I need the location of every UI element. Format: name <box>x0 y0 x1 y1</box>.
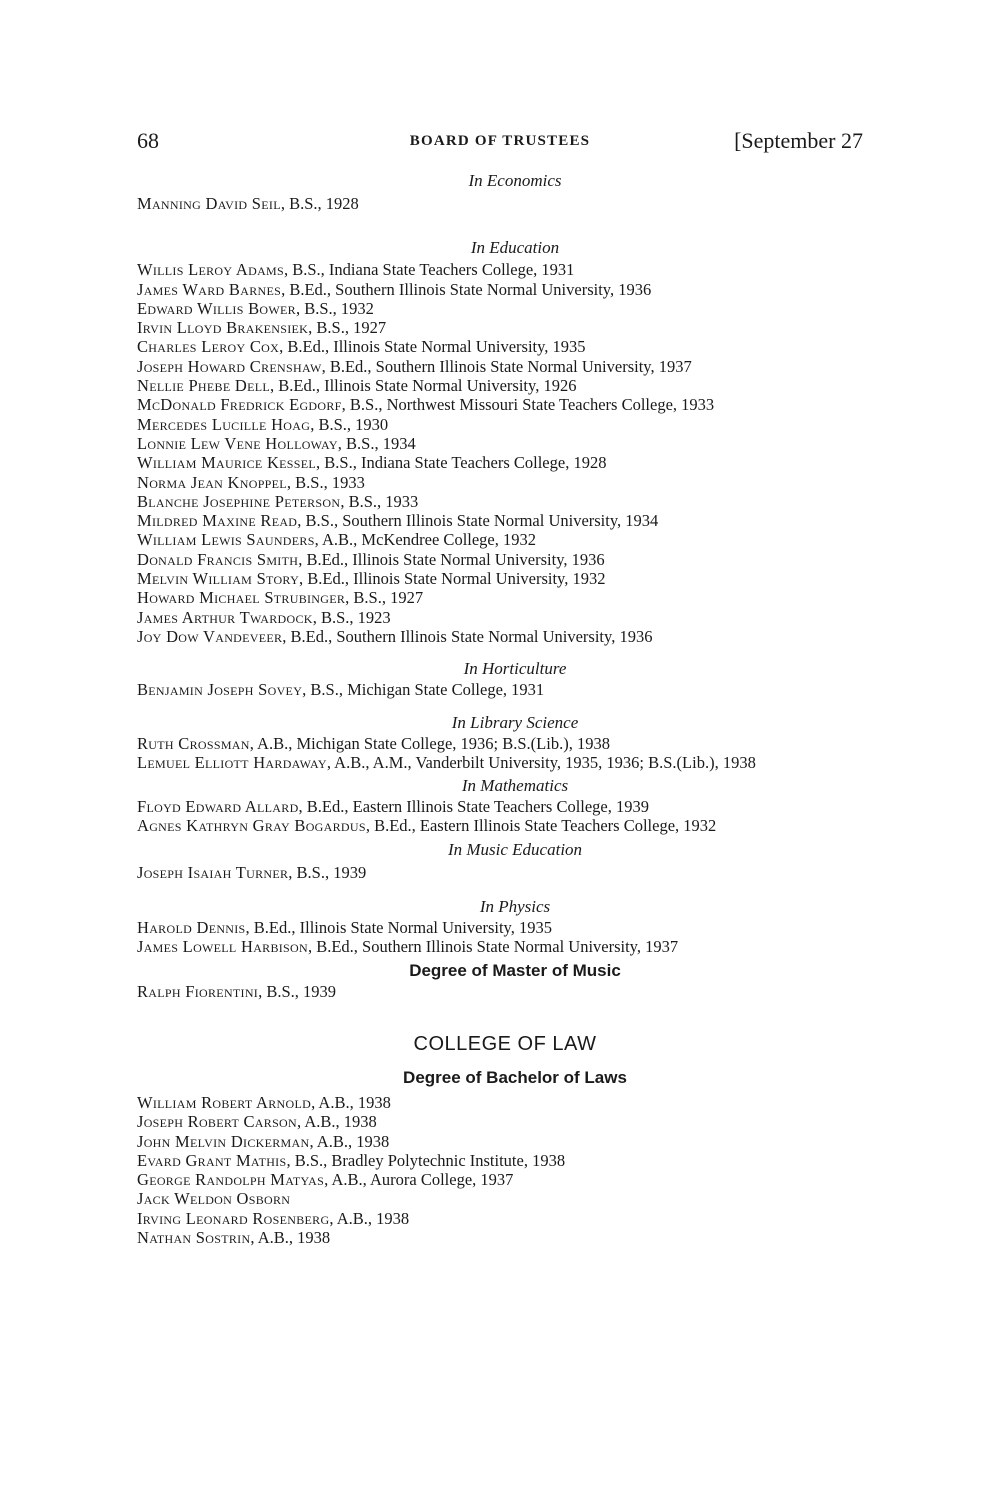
graduate-entry <box>137 797 863 816</box>
graduate-name: Harold Dennis <box>137 918 246 938</box>
entry-list <box>137 680 863 699</box>
graduate-entry <box>137 627 863 646</box>
graduate-entry <box>137 337 863 356</box>
graduate-credentials: , B.Ed., Southern Illinois State Normal University, 1937 <box>307 937 679 957</box>
graduate-name: Nellie Phebe Dell <box>137 376 270 396</box>
graduate-name: Charles Leroy Cox <box>137 337 280 357</box>
graduate-entry <box>137 318 863 337</box>
graduate-entry <box>137 1170 863 1189</box>
section-heading: In Music Education <box>447 839 583 859</box>
graduate-entry <box>137 608 863 627</box>
section-music-education <box>137 839 863 882</box>
entry-list <box>137 734 863 773</box>
graduate-credentials: , A.B., 1938 <box>296 1112 377 1132</box>
graduate-name: Mercedes Lucille Hoag <box>137 414 311 434</box>
graduate-credentials: , B.S., 1933 <box>286 472 365 492</box>
graduate-entry <box>137 492 863 511</box>
graduate-entry <box>137 511 863 530</box>
graduate-name: Lonnie Lew Vene Holloway <box>137 433 338 453</box>
graduate-name: Irvin Lloyd Brakensiek <box>137 318 309 338</box>
graduate-name: Nathan Sostrin <box>137 1227 251 1247</box>
section-library-science <box>137 712 863 773</box>
graduate-entry <box>137 550 863 569</box>
entry-list <box>137 918 863 957</box>
document-page <box>137 128 863 1247</box>
section-education <box>137 237 863 646</box>
graduate-credentials: , B.Ed., Southern Illinois State Normal University, 1936 <box>282 626 653 646</box>
graduate-credentials: , B.S., Indiana State Teachers College, 1931 <box>283 260 575 280</box>
entry-list <box>137 863 863 882</box>
section-mathematics <box>137 775 863 836</box>
graduate-name: Joseph Howard Crenshaw <box>137 356 322 376</box>
graduate-credentials: , B.S., 1928 <box>280 194 359 213</box>
graduate-name: Donald Francis Smith <box>137 549 299 569</box>
entry-list <box>137 194 863 213</box>
graduate-credentials: , A.B., 1938 <box>250 1227 331 1247</box>
graduate-entry <box>137 680 863 699</box>
graduate-entry <box>137 734 863 753</box>
graduate-name: McDonald Fredrick Egdorf <box>137 395 342 415</box>
graduate-credentials: , B.Ed., Eastern Illinois State Teachers College, 1932 <box>365 816 717 836</box>
graduate-name: William Robert Arnold <box>137 1092 312 1112</box>
entry-list <box>137 260 863 646</box>
graduate-name: Joseph Isaiah Turner <box>137 862 289 882</box>
graduate-entry <box>137 937 863 956</box>
college-heading: COLLEGE OF LAW <box>413 1032 597 1055</box>
graduate-credentials: , B.S., 1934 <box>337 433 416 453</box>
graduate-credentials: , A.B., 1938 <box>309 1131 390 1151</box>
graduate-entry <box>137 415 863 434</box>
graduate-credentials: , B.S., 1939 <box>258 981 337 1001</box>
graduate-entry <box>137 453 863 472</box>
graduate-credentials: , B.Ed., Southern Illinois State Normal University, 1937 <box>321 356 692 376</box>
graduate-credentials: , B.Ed., Illinois State Normal University, 1932 <box>299 569 606 589</box>
graduate-name: Blanche Josephine Peterson <box>137 491 341 511</box>
graduate-name: Ralph Fiorentini <box>137 981 259 1001</box>
graduate-credentials: , A.B., Michigan State College, 1936; B.S.(Lib.), 1938 <box>249 733 610 753</box>
graduate-name: Melvin William Story <box>137 569 300 589</box>
degree-heading: Degree of Master of Music <box>409 960 621 980</box>
graduate-name: Irving Leonard Rosenberg <box>137 1208 330 1228</box>
graduate-entry <box>137 434 863 453</box>
running-title: BOARD OF TRUSTEES <box>409 133 591 149</box>
running-date: [September 27 <box>734 128 863 153</box>
graduate-entry <box>137 982 863 1001</box>
graduate-credentials: , B.Ed., Illinois State Normal University, 1935 <box>245 918 552 938</box>
graduate-credentials: , B.S., 1939 <box>288 862 367 882</box>
graduate-credentials: , B.Ed., Illinois State Normal University, 1936 <box>298 549 605 569</box>
graduate-credentials: , B.S., Bradley Polytechnic Institute, 1938 <box>286 1150 566 1170</box>
graduate-entry <box>137 588 863 607</box>
section-physics <box>137 896 863 957</box>
section-heading: In Economics <box>468 171 562 190</box>
graduate-credentials: , A.B., 1938 <box>329 1208 410 1228</box>
graduate-credentials: , A.B., 1938 <box>311 1092 391 1112</box>
graduate-name: James Lowell Harbison <box>137 937 308 957</box>
graduate-name: Willis Leroy Adams <box>137 260 284 280</box>
graduate-name: James Ward Barnes <box>137 279 282 299</box>
graduate-credentials: , A.B., Aurora College, 1937 <box>324 1170 514 1190</box>
graduate-entry <box>137 299 863 318</box>
page-header <box>137 128 863 158</box>
graduate-credentials: , B.S., 1932 <box>295 298 374 318</box>
graduate-entry <box>137 918 863 937</box>
page-number: 68 <box>137 128 159 153</box>
graduate-name: Joseph Robert Carson <box>137 1112 297 1132</box>
graduate-entry <box>137 280 863 299</box>
graduate-name: Manning David Seil <box>137 194 281 213</box>
graduate-entry <box>137 863 863 882</box>
graduate-credentials: , B.Ed., Southern Illinois State Normal University, 1936 <box>281 279 652 299</box>
graduate-name: James Arthur Twardock <box>137 607 313 627</box>
section-college-of-law <box>137 1031 863 1247</box>
graduate-entry <box>137 194 863 213</box>
graduate-credentials: , B.S., 1923 <box>312 607 391 627</box>
graduate-entry <box>137 753 863 772</box>
graduate-entry <box>137 376 863 395</box>
graduate-credentials: , B.S., Indiana State Teachers College, 1928 <box>316 453 607 473</box>
graduate-name: Norma Jean Knoppel <box>137 472 287 492</box>
entry-list <box>137 797 863 836</box>
graduate-entry <box>137 357 863 376</box>
graduate-entry <box>137 1151 863 1170</box>
graduate-entry <box>137 473 863 492</box>
graduate-name: Lemuel Elliott Hardaway <box>137 752 327 772</box>
degree-heading: Degree of Bachelor of Laws <box>403 1067 627 1087</box>
entry-list <box>137 1093 863 1247</box>
graduate-name: John Melvin Dickerman <box>137 1131 310 1151</box>
entry-list <box>137 982 863 1001</box>
graduate-credentials: , B.S., 1927 <box>308 318 387 338</box>
graduate-entry <box>137 1189 863 1208</box>
graduate-entry <box>137 1093 863 1112</box>
graduate-credentials: , B.Ed., Eastern Illinois State Teachers College, 1939 <box>298 797 650 817</box>
graduate-entry <box>137 816 863 835</box>
graduate-credentials: , A.B., McKendree College, 1932 <box>314 530 537 550</box>
section-horticulture <box>137 658 863 699</box>
graduate-entry <box>137 530 863 549</box>
graduate-name: Agnes Kathryn Gray Bogardus <box>137 816 366 836</box>
graduate-credentials: , B.S., Michigan State College, 1931 <box>302 680 545 700</box>
section-master-of-music <box>137 960 863 1001</box>
graduate-entry <box>137 1132 863 1151</box>
graduate-name: Ruth Crossman <box>137 733 250 753</box>
graduate-credentials: , B.S., 1933 <box>340 491 419 511</box>
section-heading: In Mathematics <box>461 776 569 796</box>
graduate-credentials: , B.Ed., Illinois State Normal University, 1926 <box>270 376 577 396</box>
section-heading: In Physics <box>479 897 551 917</box>
graduate-entry <box>137 1112 863 1131</box>
graduate-name: Floyd Edward Allard <box>137 797 299 817</box>
graduate-credentials: , B.S., Northwest Missouri State Teachers College, 1933 <box>341 395 715 415</box>
section-heading: In Education <box>470 238 560 258</box>
section-economics <box>137 170 863 213</box>
graduate-credentials: , B.S., 1927 <box>345 588 424 608</box>
graduate-entry <box>137 1228 863 1247</box>
graduate-name: Howard Michael Strubinger <box>137 588 346 608</box>
graduate-name: William Maurice Kessel <box>137 453 317 473</box>
section-heading: In Horticulture <box>463 659 567 679</box>
graduate-name: William Lewis Saunders <box>137 530 315 550</box>
graduate-entry <box>137 569 863 588</box>
graduate-name: George Randolph Matyas <box>137 1170 325 1190</box>
graduate-name: Benjamin Joseph Sovey <box>137 680 303 700</box>
graduate-entry <box>137 395 863 414</box>
graduate-name: Mildred Maxine Read <box>137 511 298 531</box>
graduate-name: Edward Willis Bower <box>137 298 296 318</box>
graduate-entry <box>137 260 863 279</box>
graduate-name: Evard Grant Mathis <box>137 1150 287 1170</box>
graduate-name: Joy Dow Vandeveer <box>137 626 283 646</box>
graduate-name: Jack Weldon Osborn <box>137 1189 291 1209</box>
graduate-credentials: , B.Ed., Illinois State Normal University, 1935 <box>279 337 586 357</box>
graduate-credentials: , A.B., A.M., Vanderbilt University, 1935, 1936; B.S.(Lib.), 1938 <box>326 752 756 772</box>
graduate-credentials: , B.S., 1930 <box>310 414 389 434</box>
graduate-entry <box>137 1209 863 1228</box>
section-heading: In Library Science <box>451 712 579 732</box>
graduate-credentials: , B.S., Southern Illinois State Normal University, 1934 <box>297 511 659 531</box>
